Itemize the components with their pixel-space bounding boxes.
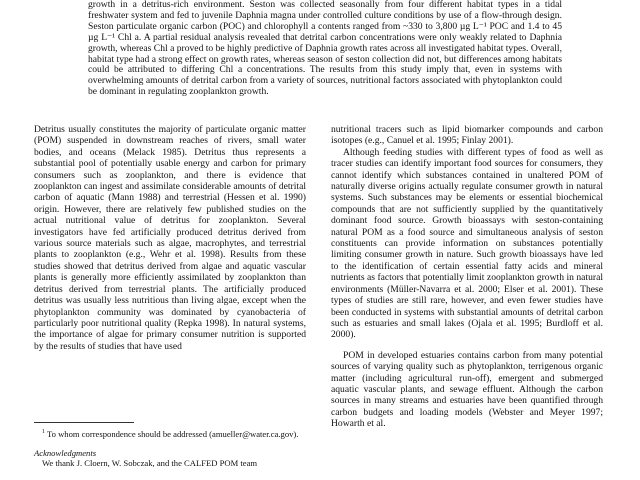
left-column [34, 124, 306, 352]
footnote-rule [34, 422, 134, 423]
correspondence-text: To whom correspondence should be addressed (amueller@water.ca.gov). [47, 429, 299, 439]
intro-paragraph-2: Although feeding studies with different types of food as well as tracer studies can identify important food sources for consumers, they cannot identify which substances contained in unaltered POM of naturally diverse origins actually regulate consumer growth in natural systems. Such substances may be elements or essential biochemical compounds that are not sufficiently supplied by the quantitatively dominant food source. Growth bioassays with seston-containing natural POM as a food source and simultaneous analysis of seston constituents can provide information on substances potentially limiting consumer growth in nature. Such growth bioassays have led to the identification of certain essential fatty acids and mineral nutrients as factors that potentially limit zooplankton growth in natural environments (Müller-Navarra et al. 2000; Elser et al. 2001). These types of studies are still rare, however, and even fewer studies have been conducted in systems with substantial amounts of detrital carbon such as estuaries and small lakes (Ojala et al. 1995; Burdloff et al. 2000). [331, 146, 603, 341]
intro-paragraph-3: POM in developed estuaries contains carbon from many potential sources of varying quality such as phytoplankton, terrigenous organic matter (including agricultural run-off), emergent and submerged aquatic vascular plants, and sewage effluent. Although the carbon sources in many streams and estuaries have been quantified through carbon budgets and loading models (Webster and Meyer 1997; Howarth et al. [331, 349, 603, 430]
footnote-marker: 1 [42, 429, 45, 436]
acknowledgments-text: We thank J. Cloern, W. Sobczak, and the CALFED POM team [42, 458, 258, 468]
acknowledgments-heading: Acknowledgments [34, 447, 97, 458]
correspondence-footnote [34, 429, 306, 440]
right-column [331, 124, 603, 430]
footnotes [34, 422, 306, 469]
abstract-text: growth in a detritus-rich environment. Seston was collected seasonally from four different habitat types in a tidal freshwater system and fed to juvenile Daphnia magna under controlled culture conditions by use of a flow-through design. Seston particulate organic carbon (POC) and chlorophyll a contents ranged from ~330 to 3,800 µg L⁻¹ POC and 1.4 to 45 µg L⁻¹ Chl a. A partial residual analysis revealed that detrital carbon concentrations were only weakly related to Daphnia growth, whereas Chl a proved to be highly predictive of Daphnia growth rates across all investigated habitat types. Overall, habitat type had a strong effect on growth rates, whereas season of seston collection did not, but differences among habitats could be attributed to differing Chl a concentrations. The results from this study imply that, even in systems with overwhelming amounts of detrital carbon from a variety of sources, nutritional factors associated with phytoplankton could be dominant in regulating zooplankton growth. [88, 0, 562, 98]
intro-paragraph-1: Detritus usually constitutes the majority of particulate organic matter (POM) suspended in downstream reaches of rivers, small water bodies, and oceans (Melack 1985). Detritus thus represents a substantial pool of potentially usable energy and carbon for primary consumers such as zooplankton, and there is evidence that zooplankton can ingest and assimilate considerable amounts of detrital carbon of aquatic (Mann 1988) and terrestrial (Hessen et al. 1990) origin. However, there are relatively few published studies on the actual nutritional value of detritus for zooplankton. Several investigators have fed artificially produced detritus derived from various source materials such as algae, macrophytes, and terrestrial plants to zooplankton (e.g., Wehr et al. 1998). Results from these studies showed that detritus derived from algae and aquatic vascular plants is generally more efficiently assimilated by zooplankton than detritus derived from terrestrial plants. The artificially produced detritus was usually less nutritious than living algae, except when the phytoplankton community was dominated by cyanobacteria of particularly poor nutritional quality (Repka 1998). In natural systems, the importance of algae for primary consumer nutrition is supported by the results of studies that have used [34, 124, 306, 352]
intro-paragraph-continued: nutritional tracers such as lipid biomarker compounds and carbon isotopes (e.g., Canuel et al. 1995; Finlay 2001). [331, 124, 603, 147]
